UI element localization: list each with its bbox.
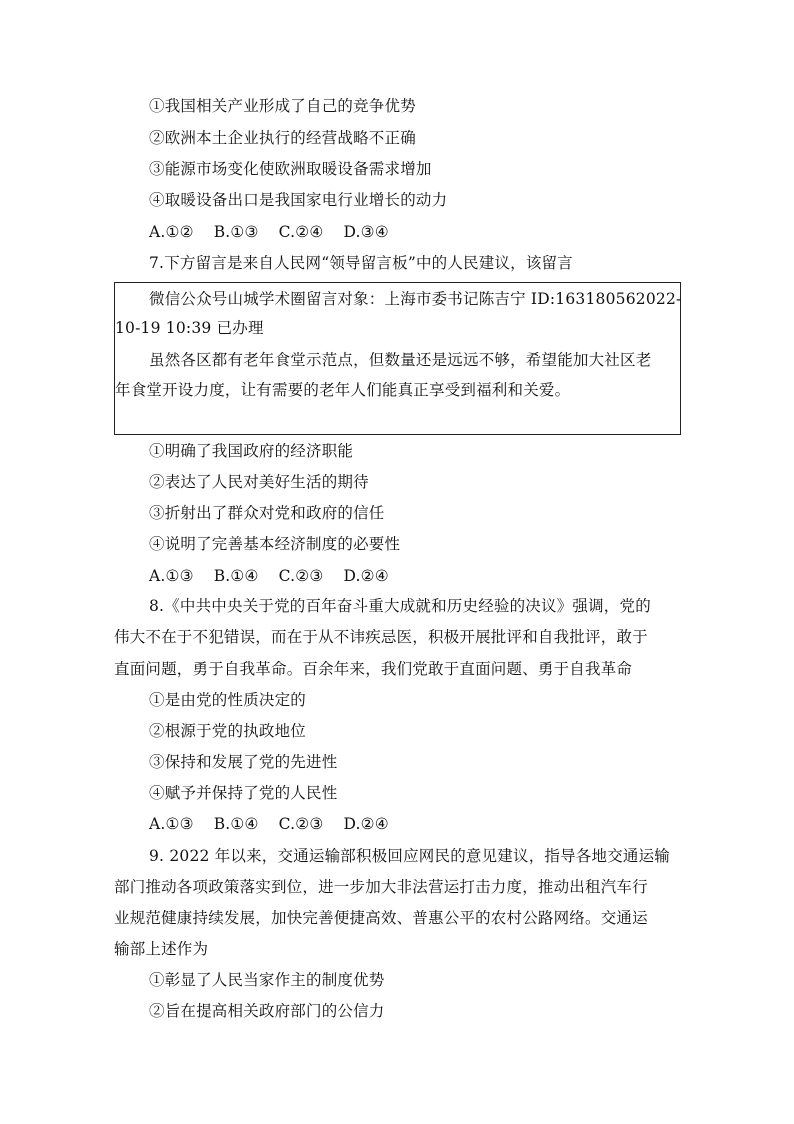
q7-box-body-line2: 年食堂开设力度，让有需要的老年人们能真正享受到福利和关爱。: [115, 381, 571, 399]
q6-choices: [149, 222, 409, 242]
q7-stem: 7.下方留言是来自人民网“领导留言板”中的人民建议，该留言: [149, 254, 573, 272]
q6-choice-c: C.②④: [278, 223, 324, 241]
q7-choice-b: B.①④: [213, 567, 259, 585]
q7-option-2: ②表达了人民对美好生活的期待: [149, 473, 369, 491]
q7-option-1: ①明确了我国政府的经济职能: [149, 442, 354, 460]
q8-stem-line3: 直面问题，勇于自我革命。百余年来，我们党敢于直面问题、勇于自我革命: [114, 660, 633, 678]
q8-option-2: ②根源于党的执政地位: [149, 722, 307, 740]
q8-option-4: ④赋予并保持了党的人民性: [149, 784, 338, 802]
q8-choices: [149, 814, 409, 834]
q9-option-1: ①彰显了人民当家作主的制度优势: [149, 971, 385, 989]
q8-option-3: ③保持和发展了党的先进性: [149, 753, 338, 771]
q9-stem-line4: 输部上述作为: [114, 940, 209, 958]
q7-option-4: ④说明了完善基本经济制度的必要性: [149, 535, 401, 553]
q7-option-3: ③折射出了群众对党和政府的信任: [149, 504, 385, 522]
q8-stem-line2: 伟大不在于不犯错误，而在于从不讳疾忌医，积极开展批评和自我批评，敢于: [114, 628, 648, 646]
q7-box-header-line1: 微信公众号山城学术圈留言对象：上海市委书记陈吉宁 ID:163180562022-: [149, 290, 682, 308]
q7-box-body-line1: 虽然各区都有老年食堂示范点，但数量还是远远不够，希望能加大社区老: [149, 351, 652, 369]
q8-stem-line1: 8.《中共中央关于党的百年奋斗重大成就和历史经验的决议》强调，党的: [149, 597, 651, 615]
q9-stem-line3: 业规范健康持续发展，加快完善便捷高效、普惠公平的农村公路网络。交通运: [114, 909, 648, 927]
q8-choice-d: D.②④: [343, 815, 389, 833]
q9-stem-line2: 部门推动各项政策落实到位，进一步加大非法营运打击力度，推动出租汽车行: [114, 878, 648, 896]
q8-option-1: ①是由党的性质决定的: [149, 691, 307, 709]
q7-message-box: [114, 282, 681, 435]
q6-choice-a: A.①②: [149, 223, 194, 241]
q6-choice-b: B.①③: [213, 223, 259, 241]
q8-choice-b: B.①④: [213, 815, 259, 833]
q6-option-1: ①我国相关产业形成了自己的竞争优势: [149, 97, 416, 115]
q8-choice-c: C.②③: [278, 815, 324, 833]
q6-option-4: ④取暖设备出口是我国家电行业增长的动力: [149, 191, 448, 209]
q7-box-header-line2: 10-19 10:39 已办理: [115, 319, 264, 337]
q9-option-2: ②旨在提高相关政府部门的公信力: [149, 1002, 385, 1020]
q6-option-3: ③能源市场变化使欧洲取暖设备需求增加: [149, 160, 432, 178]
q6-choice-d: D.③④: [343, 223, 389, 241]
q7-choice-d: D.②④: [343, 567, 389, 585]
q7-choice-c: C.②③: [278, 567, 324, 585]
q6-option-2: ②欧洲本土企业执行的经营战略不正确: [149, 129, 416, 147]
q7-choices: [149, 566, 409, 586]
q7-choice-a: A.①③: [149, 567, 194, 585]
q8-choice-a: A.①③: [149, 815, 194, 833]
q9-stem-line1: 9. 2022 年以来，交通运输部积极回应网民的意见建议，指导各地交通运输: [149, 847, 670, 865]
